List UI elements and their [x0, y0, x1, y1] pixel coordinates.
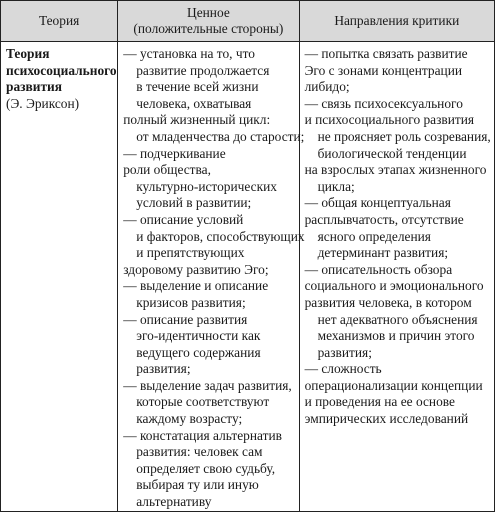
- valuable-text-line: культурно-исторических: [136, 178, 277, 194]
- criticism-text-line: цикла;: [317, 178, 355, 194]
- table-row: [1, 42, 495, 512]
- valuable-text-line: ведущего содержания: [136, 344, 261, 360]
- criticism-text-line: не проясняет роль созревания,: [317, 128, 491, 144]
- theory-author: (Э. Эриксон): [6, 95, 80, 111]
- theory-name-line: развития: [6, 79, 63, 95]
- criticism-text-line: на взрослых этапах жизненного: [304, 162, 487, 178]
- header-valuable: [118, 1, 299, 42]
- criticism-text-line: развития человека, в котором: [304, 294, 472, 310]
- valuable-cell: [118, 42, 305, 512]
- valuable-text-line: каждому возрасту;: [136, 411, 243, 427]
- criticism-cell: [299, 42, 494, 512]
- valuable-text-line: человека, охватывая: [136, 95, 252, 111]
- valuable-text-line: условий в развитии;: [136, 195, 252, 211]
- valuable-text-line: — описание условий: [123, 211, 244, 227]
- theory-name: [6, 46, 117, 96]
- valuable-text-line: развития: человек сам: [136, 444, 263, 460]
- criticism-text-line: — описательность обзора: [304, 261, 453, 277]
- valuable-text-line: — выделение и описание: [123, 278, 269, 294]
- criticism-text-line: Эго с зонами концентрации: [304, 62, 463, 78]
- valuable-text-line: — подчеркивание: [123, 145, 226, 161]
- criticism-text-line: ясного определения: [317, 228, 431, 244]
- theory-name-line: психосоциального: [6, 62, 117, 78]
- valuable-text-line: определяет свою судьбу,: [136, 460, 276, 476]
- valuable-text-line: эго-идентичности как: [136, 328, 261, 344]
- criticism-text-line: — сложность: [304, 361, 382, 377]
- header-valuable-sublabel: (положительные стороны): [133, 21, 284, 36]
- criticism-text-line: расплывчатость, отсутствие: [304, 211, 464, 227]
- criticism-text-line: детерминант развития;: [317, 245, 449, 261]
- valuable-text-line: роли общества,: [123, 162, 211, 178]
- criticism-text-line: механизмов и причин этого: [317, 328, 475, 344]
- valuable-text-line: и препятствующих: [136, 245, 245, 261]
- valuable-text-line: и факторов, способствующих: [136, 228, 305, 244]
- criticism-text-line: операционализации концепции: [304, 377, 483, 393]
- valuable-text-line: кризисов развития;: [136, 294, 246, 310]
- valuable-text-line: — описание развития: [123, 311, 248, 327]
- theory-cell: [1, 42, 118, 512]
- criticism-text-line: и психосоциального развития: [304, 112, 475, 128]
- header-row: [1, 1, 495, 42]
- valuable-text-line: которые соответствуют: [136, 394, 270, 410]
- criticism-text-line: — общая концептуальная: [304, 195, 451, 211]
- valuable-text-line: здоровому развитию Эго;: [123, 261, 269, 277]
- criticism-text-line: нет адекватного объяснения: [317, 311, 478, 327]
- header-valuable-label: Ценное: [187, 5, 230, 20]
- valuable-text-line: полный жизненный цикл:: [123, 112, 271, 128]
- header-theory-label: Теория: [38, 13, 80, 28]
- criticism-text-line: и проведения на ее основе: [304, 394, 455, 410]
- valuable-text-line: альтернативу: [136, 494, 212, 510]
- criticism-text-line: развития;: [317, 344, 372, 360]
- theory-name-line: Теория: [6, 46, 50, 61]
- valuable-text-line: в течение всей жизни: [136, 79, 259, 95]
- header-criticism-label: Направления критики: [334, 13, 460, 28]
- valuable-text-line: от младенчества до старости;: [136, 128, 305, 144]
- valuable-text-line: — выделение задач развития,: [123, 377, 292, 393]
- valuable-text-line: развитие продолжается: [136, 62, 270, 78]
- criticism-text-line: либидо;: [304, 79, 350, 95]
- valuable-text-line: развития;: [136, 361, 191, 377]
- header-criticism: [299, 1, 494, 42]
- criticism-text-line: — попытка связать развитие: [304, 46, 468, 61]
- valuable-text-line: выбирая ту или иную: [136, 477, 259, 493]
- criticism-text-line: — связь психосексуального: [304, 95, 463, 111]
- header-theory: [1, 1, 118, 42]
- valuable-text-line: — констатация альтернатив: [123, 427, 282, 443]
- criticism-text-line: социального и эмоционального: [304, 278, 484, 294]
- criticism-text-line: эмпирических исследований: [304, 411, 469, 427]
- criticism-text-line: биологической тенденции: [317, 145, 467, 161]
- valuable-text-line: — установка на то, что: [123, 46, 255, 61]
